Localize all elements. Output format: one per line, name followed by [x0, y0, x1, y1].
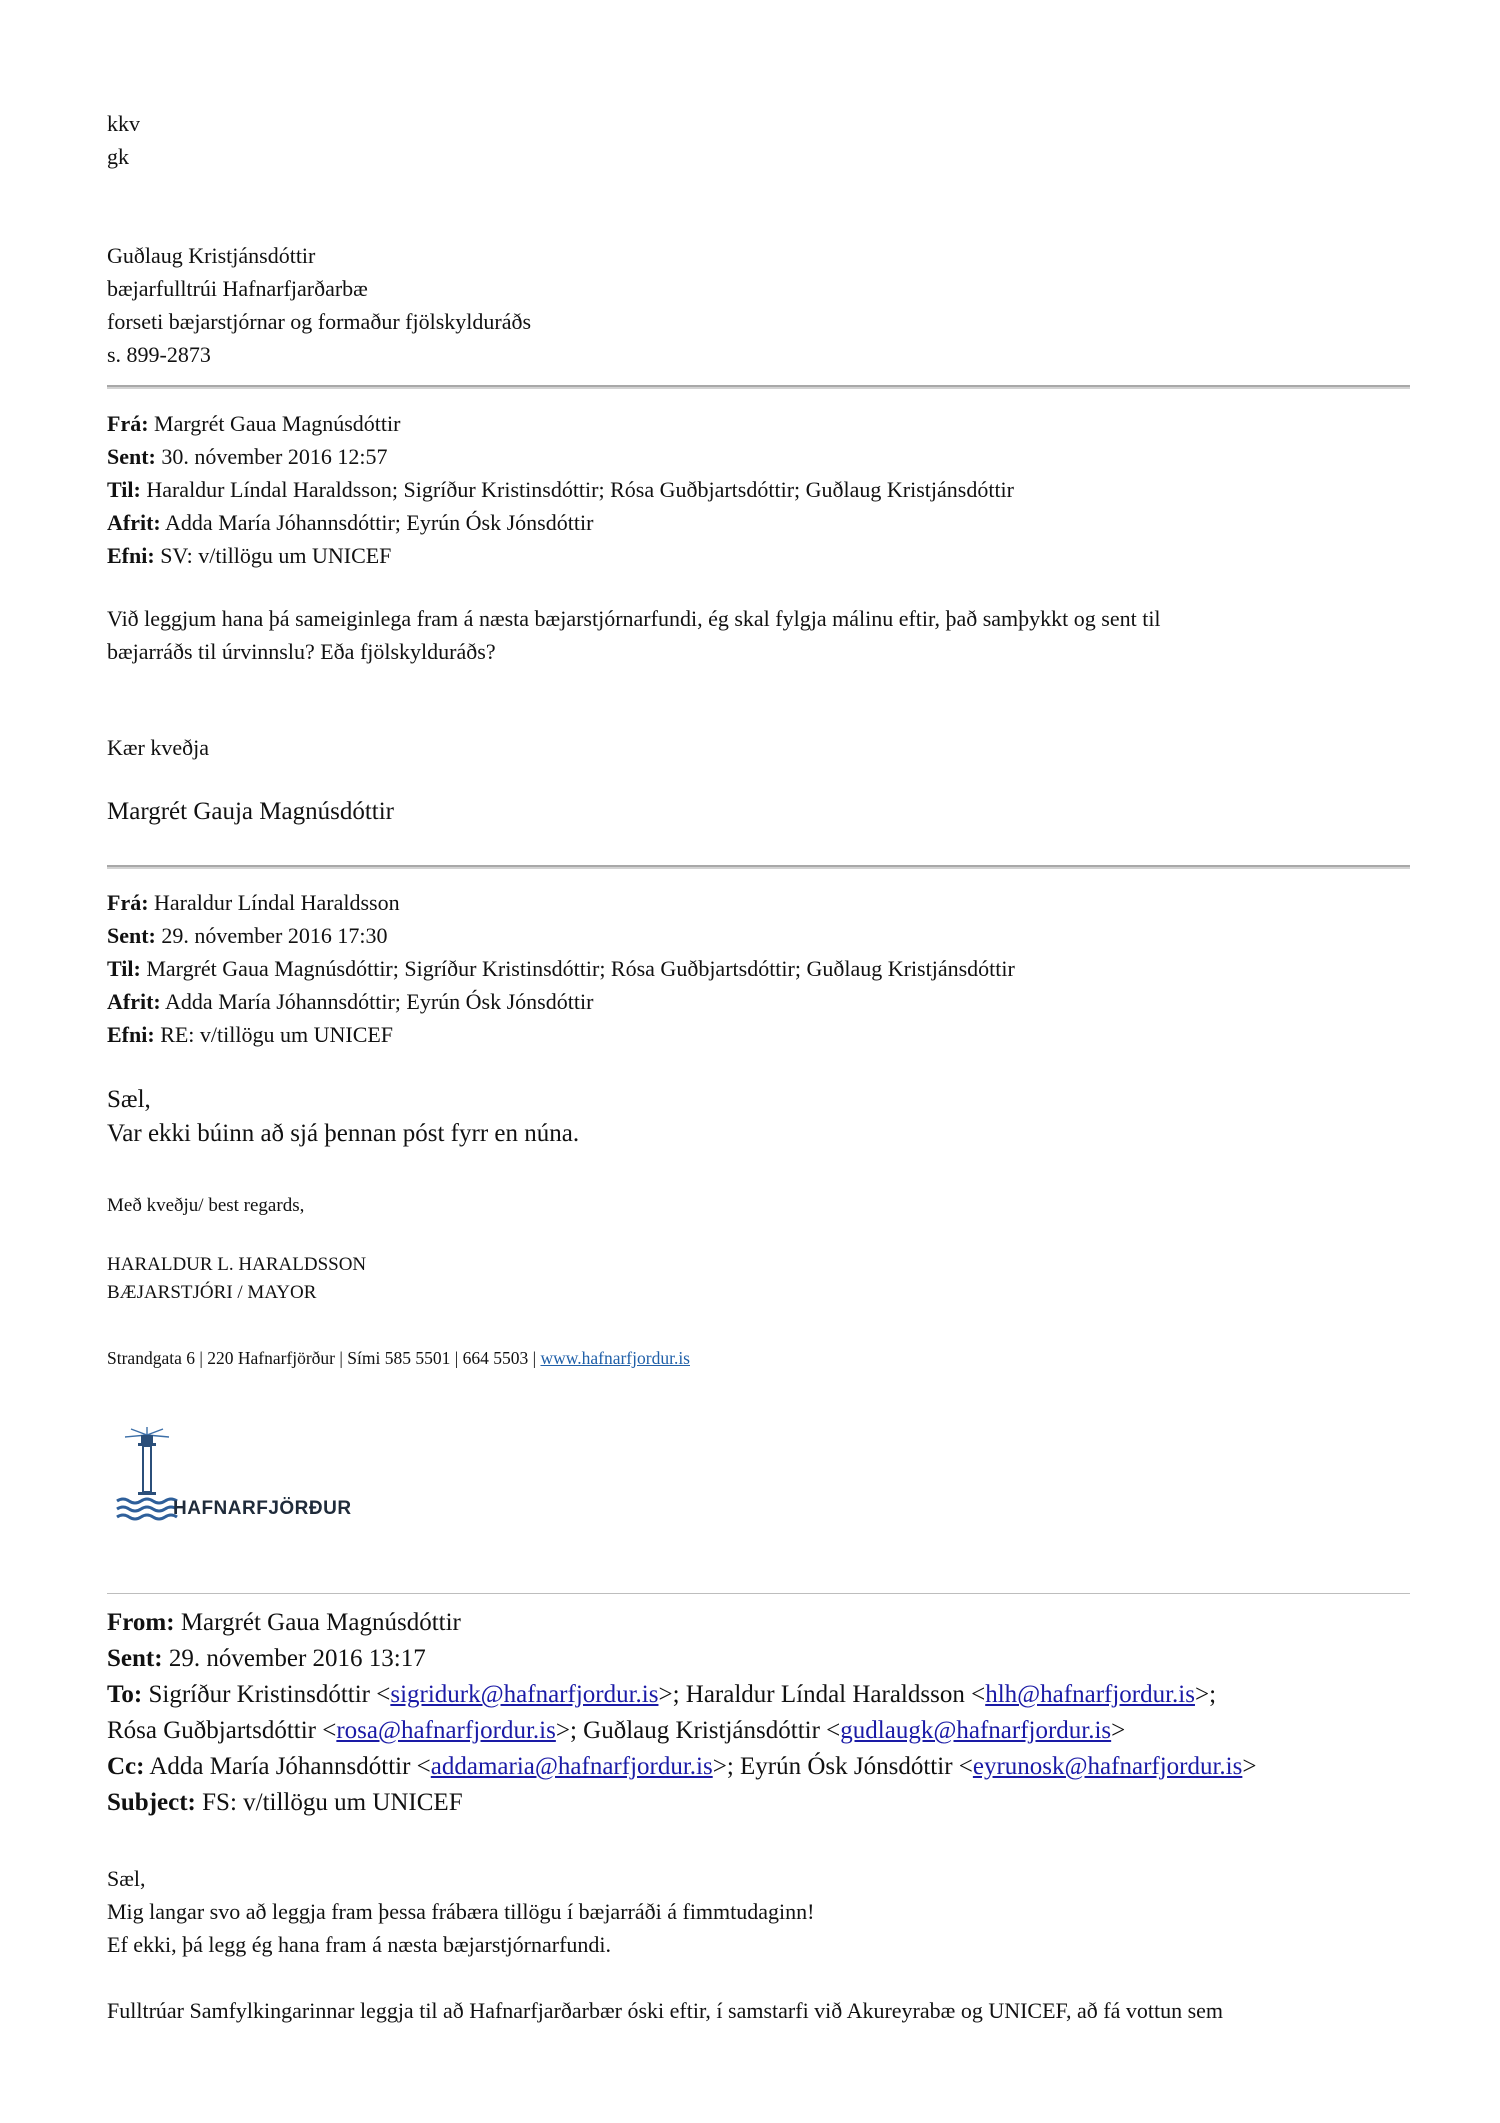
subject-value: RE: v/tillögu um UNICEF: [160, 1022, 394, 1047]
sent-label: Sent:: [107, 923, 156, 948]
logo-text: HAFNARFJÖRÐUR: [173, 1498, 352, 1519]
email1-from: [107, 407, 400, 440]
cc-value: Adda María Jóhannsdóttir; Eyrún Ósk Jónsdóttir: [165, 510, 594, 535]
subject-label: Efni:: [107, 1022, 155, 1047]
to-value: Margrét Gaua Magnúsdóttir; Sigríður Kristinsdóttir; Rósa Guðbjartsdóttir; Guðlaug Kristjánsdóttir: [146, 956, 1015, 981]
signature-role: forseti bæjarstjórnar og formaður fjölskylduráðs: [107, 309, 532, 334]
to-label: Til:: [107, 477, 141, 502]
to-text: >; Guðlaug Kristjánsdóttir <: [555, 1717, 841, 1744]
cc-text: Adda María Jóhannsdóttir <: [149, 1753, 431, 1780]
to-label: Til:: [107, 956, 141, 981]
to-text: Sigríður Kristinsdóttir <: [148, 1681, 391, 1708]
to-text: Rósa Guðbjartsdóttir <: [107, 1717, 337, 1744]
signature-name: Guðlaug Kristjánsdóttir: [107, 243, 316, 268]
subject-label: Subject:: [107, 1789, 196, 1816]
to-text: >;: [1194, 1681, 1217, 1708]
sent-label: Sent:: [107, 1645, 163, 1672]
email-link-rosa[interactable]: rosa@hafnarfjordur.is: [336, 1717, 556, 1744]
to-value: Haraldur Líndal Haraldsson; Sigríður Kristinsdóttir; Rósa Guðbjartsdóttir; Guðlaug Kristjánsdóttir: [146, 477, 1014, 502]
email2-to: [107, 952, 1015, 985]
email2-body-line-2: Var ekki búinn að sjá þennan póst fyrr en núna.: [107, 1120, 580, 1147]
email3-to-line-1: [107, 1677, 1216, 1713]
email1-body-line-1: Við leggjum hana þá sameiginlega fram á næsta bæjarstjórnarfundi, ég skal fylgja málinu eftir, það samþykkt og sent til: [107, 606, 1161, 631]
email-link-eyrunosk[interactable]: eyrunosk@hafnarfjordur.is: [972, 1753, 1243, 1780]
signoff-line-2: gk: [107, 144, 129, 169]
email1-body-line-2: bæjarráðs til úrvinnslu? Eða fjölskylduráðs?: [107, 639, 496, 664]
email-link-hlh[interactable]: hlh@hafnarfjordur.is: [985, 1681, 1195, 1708]
sent-value: 30. nóvember 2016 12:57: [161, 444, 388, 469]
cc-label: Cc:: [107, 1753, 145, 1780]
cc-label: Afrit:: [107, 989, 161, 1014]
sent-value: 29. nóvember 2016 13:17: [168, 1645, 426, 1672]
email2-address-line: [107, 1345, 690, 1371]
from-label: Frá:: [107, 890, 149, 915]
from-label: From:: [107, 1609, 175, 1636]
subject-label: Efni:: [107, 543, 155, 568]
email3-body-line-4: Fulltrúar Samfylkingarinnar leggja til að Hafnarfjarðarbær óski eftir, í samstarfi við Akureyrabæ og UNICEF, að fá vottun sem: [107, 1998, 1224, 2023]
email1-cc: [107, 506, 593, 539]
email2-subject: [107, 1018, 393, 1051]
email-separator-3: [107, 1593, 1410, 1594]
email1-sender-name: Margrét Gauja Magnúsdóttir: [107, 798, 394, 825]
email-link-gudlaugk[interactable]: gudlaugk@hafnarfjordur.is: [840, 1717, 1112, 1744]
email3-body-line-1: Sæl,: [107, 1866, 146, 1891]
website-link[interactable]: www.hafnarfjordur.is: [540, 1348, 690, 1368]
email3-from: [107, 1605, 461, 1641]
email2-signature-name: HARALDUR L. HARALDSSON: [107, 1254, 367, 1275]
email1-sent: [107, 440, 387, 473]
email1-greeting: Kær kveðja: [107, 735, 210, 760]
signature-title: bæjarfulltrúi Hafnarfjarðarbæ: [107, 276, 368, 301]
email-link-addamaria[interactable]: addamaria@hafnarfjordur.is: [430, 1753, 713, 1780]
email2-signature-title: BÆJARSTJÓRI / MAYOR: [107, 1282, 317, 1303]
to-label: To:: [107, 1681, 143, 1708]
email3-sent: [107, 1641, 426, 1677]
email-separator-2: [107, 865, 1410, 869]
email3-to-line-2: [107, 1713, 1125, 1749]
hafnarfjordur-logo: [107, 1425, 367, 1525]
cc-label: Afrit:: [107, 510, 161, 535]
signoff-line-1: kkv: [107, 111, 140, 136]
email3-cc: [107, 1749, 1256, 1785]
email2-cc: [107, 985, 593, 1018]
email2-from: [107, 886, 400, 919]
email2-sent: [107, 919, 387, 952]
email-separator-1: [107, 385, 1410, 389]
email3-body-line-3: Ef ekki, þá legg ég hana fram á næsta bæjarstjórnarfundi.: [107, 1932, 612, 1957]
from-value: Margrét Gaua Magnúsdóttir: [180, 1609, 461, 1636]
subject-value: SV: v/tillögu um UNICEF: [160, 543, 392, 568]
sent-value: 29. nóvember 2016 17:30: [161, 923, 388, 948]
email2-body-line-1: Sæl,: [107, 1086, 151, 1113]
subject-value: FS: v/tillögu um UNICEF: [202, 1789, 463, 1816]
to-text: >: [1111, 1717, 1126, 1744]
cc-text: >; Eyrún Ósk Jónsdóttir <: [712, 1753, 973, 1780]
email3-subject: [107, 1785, 463, 1821]
sent-label: Sent:: [107, 444, 156, 469]
email2-regards: Með kveðju/ best regards,: [107, 1195, 305, 1216]
cc-text: >: [1242, 1753, 1257, 1780]
from-value: Margrét Gaua Magnúsdóttir: [154, 411, 401, 436]
email1-to: [107, 473, 1014, 506]
email3-body-line-2: Mig langar svo að leggja fram þessa frábæra tillögu í bæjarráði á fimmtudaginn!: [107, 1899, 815, 1924]
from-label: Frá:: [107, 411, 149, 436]
to-text: >; Haraldur Líndal Haraldsson <: [658, 1681, 986, 1708]
email-link-sigridurk[interactable]: sigridurk@hafnarfjordur.is: [390, 1681, 659, 1708]
email1-subject: [107, 539, 391, 572]
from-value: Haraldur Líndal Haraldsson: [154, 890, 400, 915]
address-text: Strandgata 6 | 220 Hafnarfjörður | Sími 585 5501 | 664 5503 |: [107, 1348, 541, 1368]
signature-phone: s. 899-2873: [107, 342, 211, 367]
cc-value: Adda María Jóhannsdóttir; Eyrún Ósk Jónsdóttir: [165, 989, 594, 1014]
